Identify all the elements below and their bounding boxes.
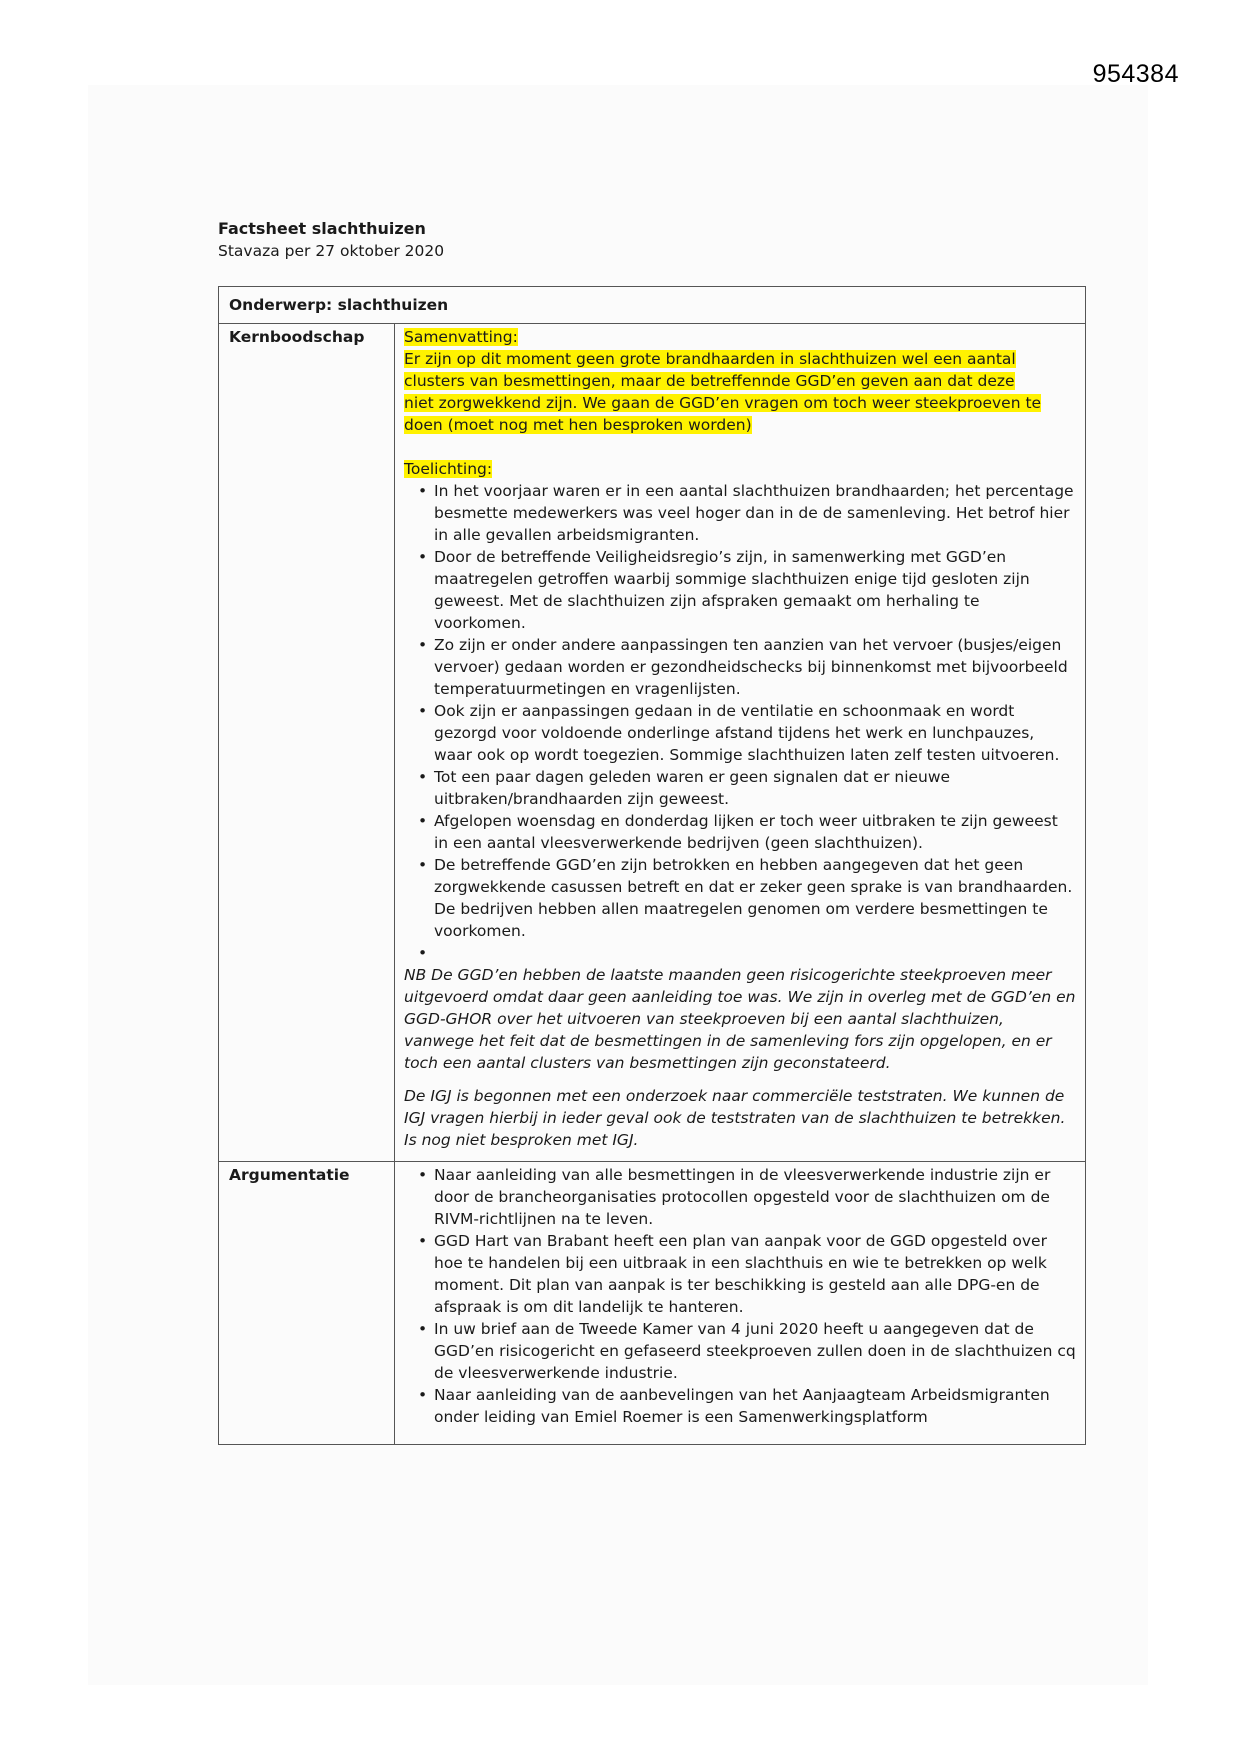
argumentatie-list: [404, 1164, 1076, 1428]
list-item: • GGD Hart van Brabant heeft een plan van aanpak voor de GGD opgesteld over hoe te handelen bij een uitbraak in een slachthuis en wie te betrekken op welk moment. Dit plan van aanpak is ter beschikking is gesteld aan alle DPG-en de afspraak is om dit landelijk te hanteren.: [404, 1230, 1076, 1318]
list-item: • Naar aanleiding van de aanbevelingen van het Aanjaagteam Arbeidsmigranten onder leiding van Emiel Roemer is een Samenwerkingsplatform: [404, 1384, 1076, 1428]
subject-cell: Onderwerp: slachthuizen: [219, 287, 1086, 324]
list-item: • Door de betreffende Veiligheidsregio’s zijn, in samenwerking met GGD’en maatregelen getroffen waarbij sommige slachthuizen enige tijd gesloten zijn geweest. Met de slachthuizen zijn afspraken gemaakt om herhaling te voorkomen.: [404, 546, 1076, 634]
list-item: • Tot een paar dagen geleden waren er geen signalen dat er nieuwe uitbraken/brandhaarden zijn geweest.: [404, 766, 1076, 810]
subject-row: [219, 287, 1086, 324]
list-item: • Zo zijn er onder andere aanpassingen ten aanzien van het vervoer (busjes/eigen vervoer) gedaan worden er gezondheidschecks bij binnenkomst met bijvoorbeeld temperatuurmetingen en vragenlijsten.: [404, 634, 1076, 700]
kernboodschap-label: Kernboodschap: [219, 324, 395, 1162]
document-header: [218, 218, 444, 262]
kernboodschap-row: [219, 324, 1086, 1162]
summary-line: doen (moet nog met hen besproken worden): [404, 416, 752, 434]
explanation-list: [404, 480, 1076, 964]
note-paragraph: NB De GGD’en hebben de laatste maanden geen risicogerichte steekproeven meer uitgevoerd omdat daar geen aanleiding toe was. We zijn in overleg met de GGD’en en GGD-GHOR over het uitvoeren van steekproeven bij een aantal slachthuizen, vanwege het feit dat de besmettingen in de samenleving fors zijn opgelopen, en er toch een aantal clusters van besmettingen zijn geconstateerd.: [404, 966, 1076, 1072]
kernboodschap-content: [395, 324, 1086, 1162]
argumentatie-label: Argumentatie: [219, 1162, 395, 1445]
list-item: • Naar aanleiding van alle besmettingen in de vleesverwerkende industrie zijn er door de brancheorganisaties protocollen opgesteld voor de slachthuizen om de RIVM-richtlijnen na te leven.: [404, 1164, 1076, 1230]
summary-line: Er zijn op dit moment geen grote brandhaarden in slachthuizen wel een aantal: [404, 350, 1016, 368]
factsheet-table: [218, 286, 1086, 1445]
note-paragraph: De IGJ is begonnen met een onderzoek naar commerciële teststraten. We kunnen de IGJ vragen hierbij in ieder geval ook de teststraten van de slachthuizen te betrekken. Is nog niet besproken met IGJ.: [404, 1087, 1066, 1149]
document-subtitle: Stavaza per 27 oktober 2020: [218, 242, 445, 260]
document-number: 954384: [1092, 60, 1179, 88]
argumentatie-row: [219, 1162, 1086, 1445]
summary-line: clusters van besmettingen, maar de betreffennde GGD’en geven aan dat deze: [404, 372, 1015, 390]
argumentatie-content: [395, 1162, 1086, 1445]
list-item: • De betreffende GGD’en zijn betrokken en hebben aangegeven dat het geen zorgwekkende casussen betreft en dat er zeker geen sprake is van brandhaarden. De bedrijven hebben allen maatregelen genomen om verdere besmettingen te voorkomen.: [404, 854, 1076, 942]
summary-heading: Samenvatting:: [404, 328, 518, 346]
list-item: • Afgelopen woensdag en donderdag lijken er toch weer uitbraken te zijn geweest in een aantal vleesverwerkende bedrijven (geen slachthuizen).: [404, 810, 1076, 854]
empty-list-item: [404, 942, 1076, 964]
explanation-heading: Toelichting:: [404, 460, 493, 478]
summary-line: niet zorgwekkend zijn. We gaan de GGD’en vragen om toch weer steekproeven te: [404, 394, 1042, 412]
list-item: • In het voorjaar waren er in een aantal slachthuizen brandhaarden; het percentage besmette medewerkers was veel hoger dan in de de samenleving. Het betrof hier in alle gevallen arbeidsmigranten.: [404, 480, 1076, 546]
list-item: • In uw brief aan de Tweede Kamer van 4 juni 2020 heeft u aangegeven dat de GGD’en risicogericht en gefaseerd steekproeven zullen doen in de slachthuizen cq de vleesverwerkende industrie.: [404, 1318, 1076, 1384]
document-title: Factsheet slachthuizen: [218, 219, 426, 238]
list-item: • Ook zijn er aanpassingen gedaan in de ventilatie en schoonmaak en wordt gezorgd voor voldoende onderlinge afstand tijdens het werk en lunchpauzes, waar ook op wordt toegezien. Sommige slachthuizen laten zelf testen uitvoeren.: [404, 700, 1076, 766]
